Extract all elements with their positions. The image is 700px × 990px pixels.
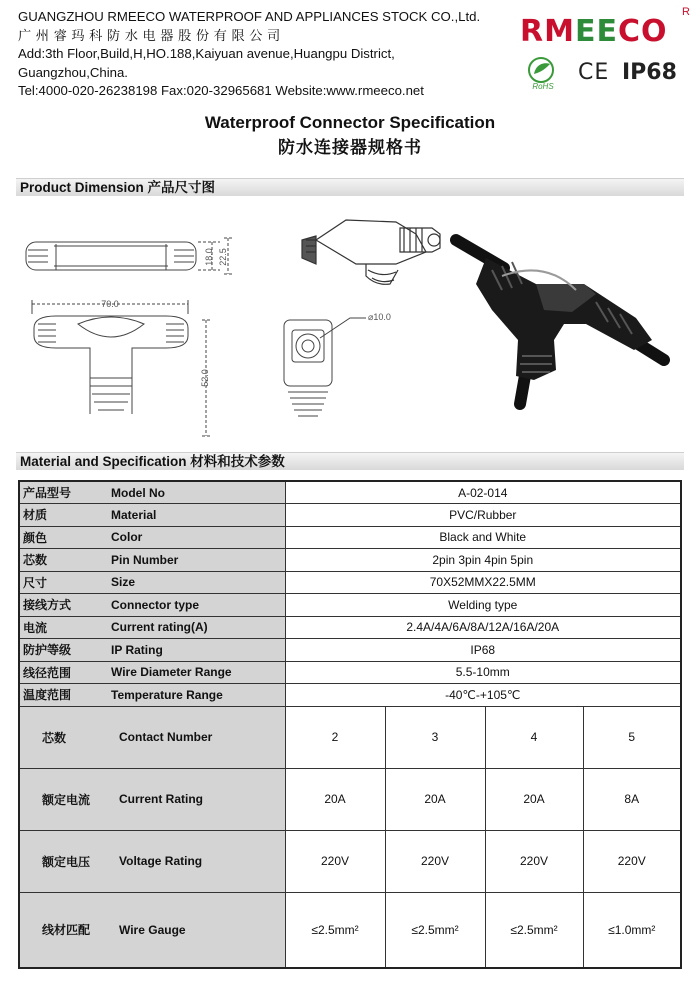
grid-label-en: Voltage Rating [107, 830, 285, 892]
spec-value: 2pin 3pin 4pin 5pin [285, 549, 681, 572]
company-address-line1: Add:3th Floor,Build,H,HO.188,Kaiyuan avenue,Huangpu District, [18, 46, 395, 62]
perspective-drawing [302, 220, 440, 284]
grid-cell: 20A [385, 768, 485, 830]
spec-label-cn: 尺寸 [19, 571, 107, 594]
rohs-icon [524, 56, 562, 90]
grid-row-voltage-rating [19, 830, 681, 892]
spec-value: 5.5-10mm [285, 661, 681, 684]
spec-row-material [19, 504, 681, 527]
dimension-drawings [16, 200, 684, 450]
grid-cell: ≤2.5mm² [385, 892, 485, 968]
grid-cell: 2 [285, 706, 385, 768]
spec-row-connector-type [19, 594, 681, 617]
spec-label-en: Material [107, 504, 285, 527]
spec-label-cn: 接线方式 [19, 594, 107, 617]
grid-label-cn: 额定电压 [19, 830, 107, 892]
rmeeco-logo [520, 6, 690, 52]
grid-cell: 220V [385, 830, 485, 892]
spec-label-cn: 温度范围 [19, 684, 107, 707]
front-view-drawing [32, 300, 212, 436]
spec-value: A-02-014 [285, 481, 681, 504]
ce-mark: CE [578, 60, 610, 85]
grid-cell: 3 [385, 706, 485, 768]
spec-label-cn: 电流 [19, 616, 107, 639]
spec-value: Black and White [285, 526, 681, 549]
registered-mark: R [682, 6, 690, 18]
spec-table [18, 480, 682, 969]
spec-label-en: Pin Number [107, 549, 285, 572]
dim-height-22: 22.5 [218, 248, 228, 266]
grid-cell: 220V [485, 830, 583, 892]
side-view-drawing [26, 238, 234, 274]
grid-cell: 4 [485, 706, 583, 768]
company-name-en: GUANGZHOU RMEECO WATERPROOF AND APPLIANCES STOCK CO.,Ltd. [18, 9, 481, 24]
grid-cell: 8A [583, 768, 681, 830]
spec-row-ip-rating [19, 639, 681, 662]
spec-row-model [19, 481, 681, 504]
grid-label-cn: 额定电流 [19, 768, 107, 830]
company-address-line2: Guangzhou,China. [18, 64, 128, 80]
section-header-dimension [16, 178, 684, 196]
spec-label-en: IP Rating [107, 639, 285, 662]
spec-value: IP68 [285, 639, 681, 662]
section-title: Product Dimension 产品尺寸图 [20, 180, 216, 195]
logo-text: RMEECO [520, 14, 668, 49]
grid-cell: 20A [485, 768, 583, 830]
document-title-en: Waterproof Connector Specification [204, 113, 496, 132]
spec-label-cn: 颜色 [19, 526, 107, 549]
spec-label-cn: 线径范围 [19, 661, 107, 684]
grid-label-en: Contact Number [107, 706, 285, 768]
dim-height-52: 52.0 [200, 369, 210, 387]
document-title-cn: 防水连接器规格书 [278, 138, 422, 157]
section-title: Material and Specification 材料和技术参数 [20, 454, 285, 469]
spec-label-cn: 材质 [19, 504, 107, 527]
grid-cell: 220V [285, 830, 385, 892]
grid-cell: ≤2.5mm² [485, 892, 583, 968]
spec-row-pin-number [19, 549, 681, 572]
spec-value: PVC/Rubber [285, 504, 681, 527]
grid-cell: 20A [285, 768, 385, 830]
spec-label-cn: 产品型号 [19, 481, 107, 504]
rohs-label: RoHS [532, 82, 554, 90]
spec-label-en: Wire Diameter Range [107, 661, 285, 684]
company-info [18, 8, 518, 101]
grid-label-cn: 芯数 [19, 706, 107, 768]
grid-row-wire-gauge [19, 892, 681, 968]
grid-cell: ≤1.0mm² [583, 892, 681, 968]
spec-label-en: Size [107, 571, 285, 594]
spec-row-color [19, 526, 681, 549]
spec-label-cn: 防护等级 [19, 639, 107, 662]
spec-value: 70X52MMX22.5MM [285, 571, 681, 594]
spec-value: -40℃-+105℃ [285, 684, 681, 707]
spec-row-wire-diameter [19, 661, 681, 684]
product-photo [456, 240, 664, 404]
grid-cell: 220V [583, 830, 681, 892]
spec-value: 2.4A/4A/6A/8A/12A/16A/20A [285, 616, 681, 639]
spec-row-temperature [19, 684, 681, 707]
spec-value: Welding type [285, 594, 681, 617]
spec-row-size [19, 571, 681, 594]
spec-label-cn: 芯数 [19, 549, 107, 572]
grid-label-en: Current Rating [107, 768, 285, 830]
company-name-cn: 广州睿玛科防水电器股份有限公司 [18, 27, 285, 43]
spec-label-en: Color [107, 526, 285, 549]
spec-label-en: Model No [107, 481, 285, 504]
dim-width-70: 70.0 [101, 299, 119, 309]
section-header-material [16, 452, 684, 470]
dim-height-18: 18.0 [204, 248, 214, 266]
grid-label-en: Wire Gauge [107, 892, 285, 968]
spec-label-en: Temperature Range [107, 684, 285, 707]
grid-cell: ≤2.5mm² [285, 892, 385, 968]
grid-label-cn: 线材匹配 [19, 892, 107, 968]
spec-row-current [19, 616, 681, 639]
spec-label-en: Current rating(A) [107, 616, 285, 639]
certifications [524, 56, 690, 90]
grid-cell: 5 [583, 706, 681, 768]
dim-diameter-10: ⌀10.0 [368, 312, 391, 322]
grid-row-current-rating [19, 768, 681, 830]
ip68-mark: IP68 [622, 60, 677, 85]
end-view-drawing [284, 318, 366, 416]
company-contact: Tel:4000-020-26238198 Fax:020-32965681 Website:www.rmeeco.net [18, 83, 424, 99]
spec-label-en: Connector type [107, 594, 285, 617]
grid-row-contact-number [19, 706, 681, 768]
